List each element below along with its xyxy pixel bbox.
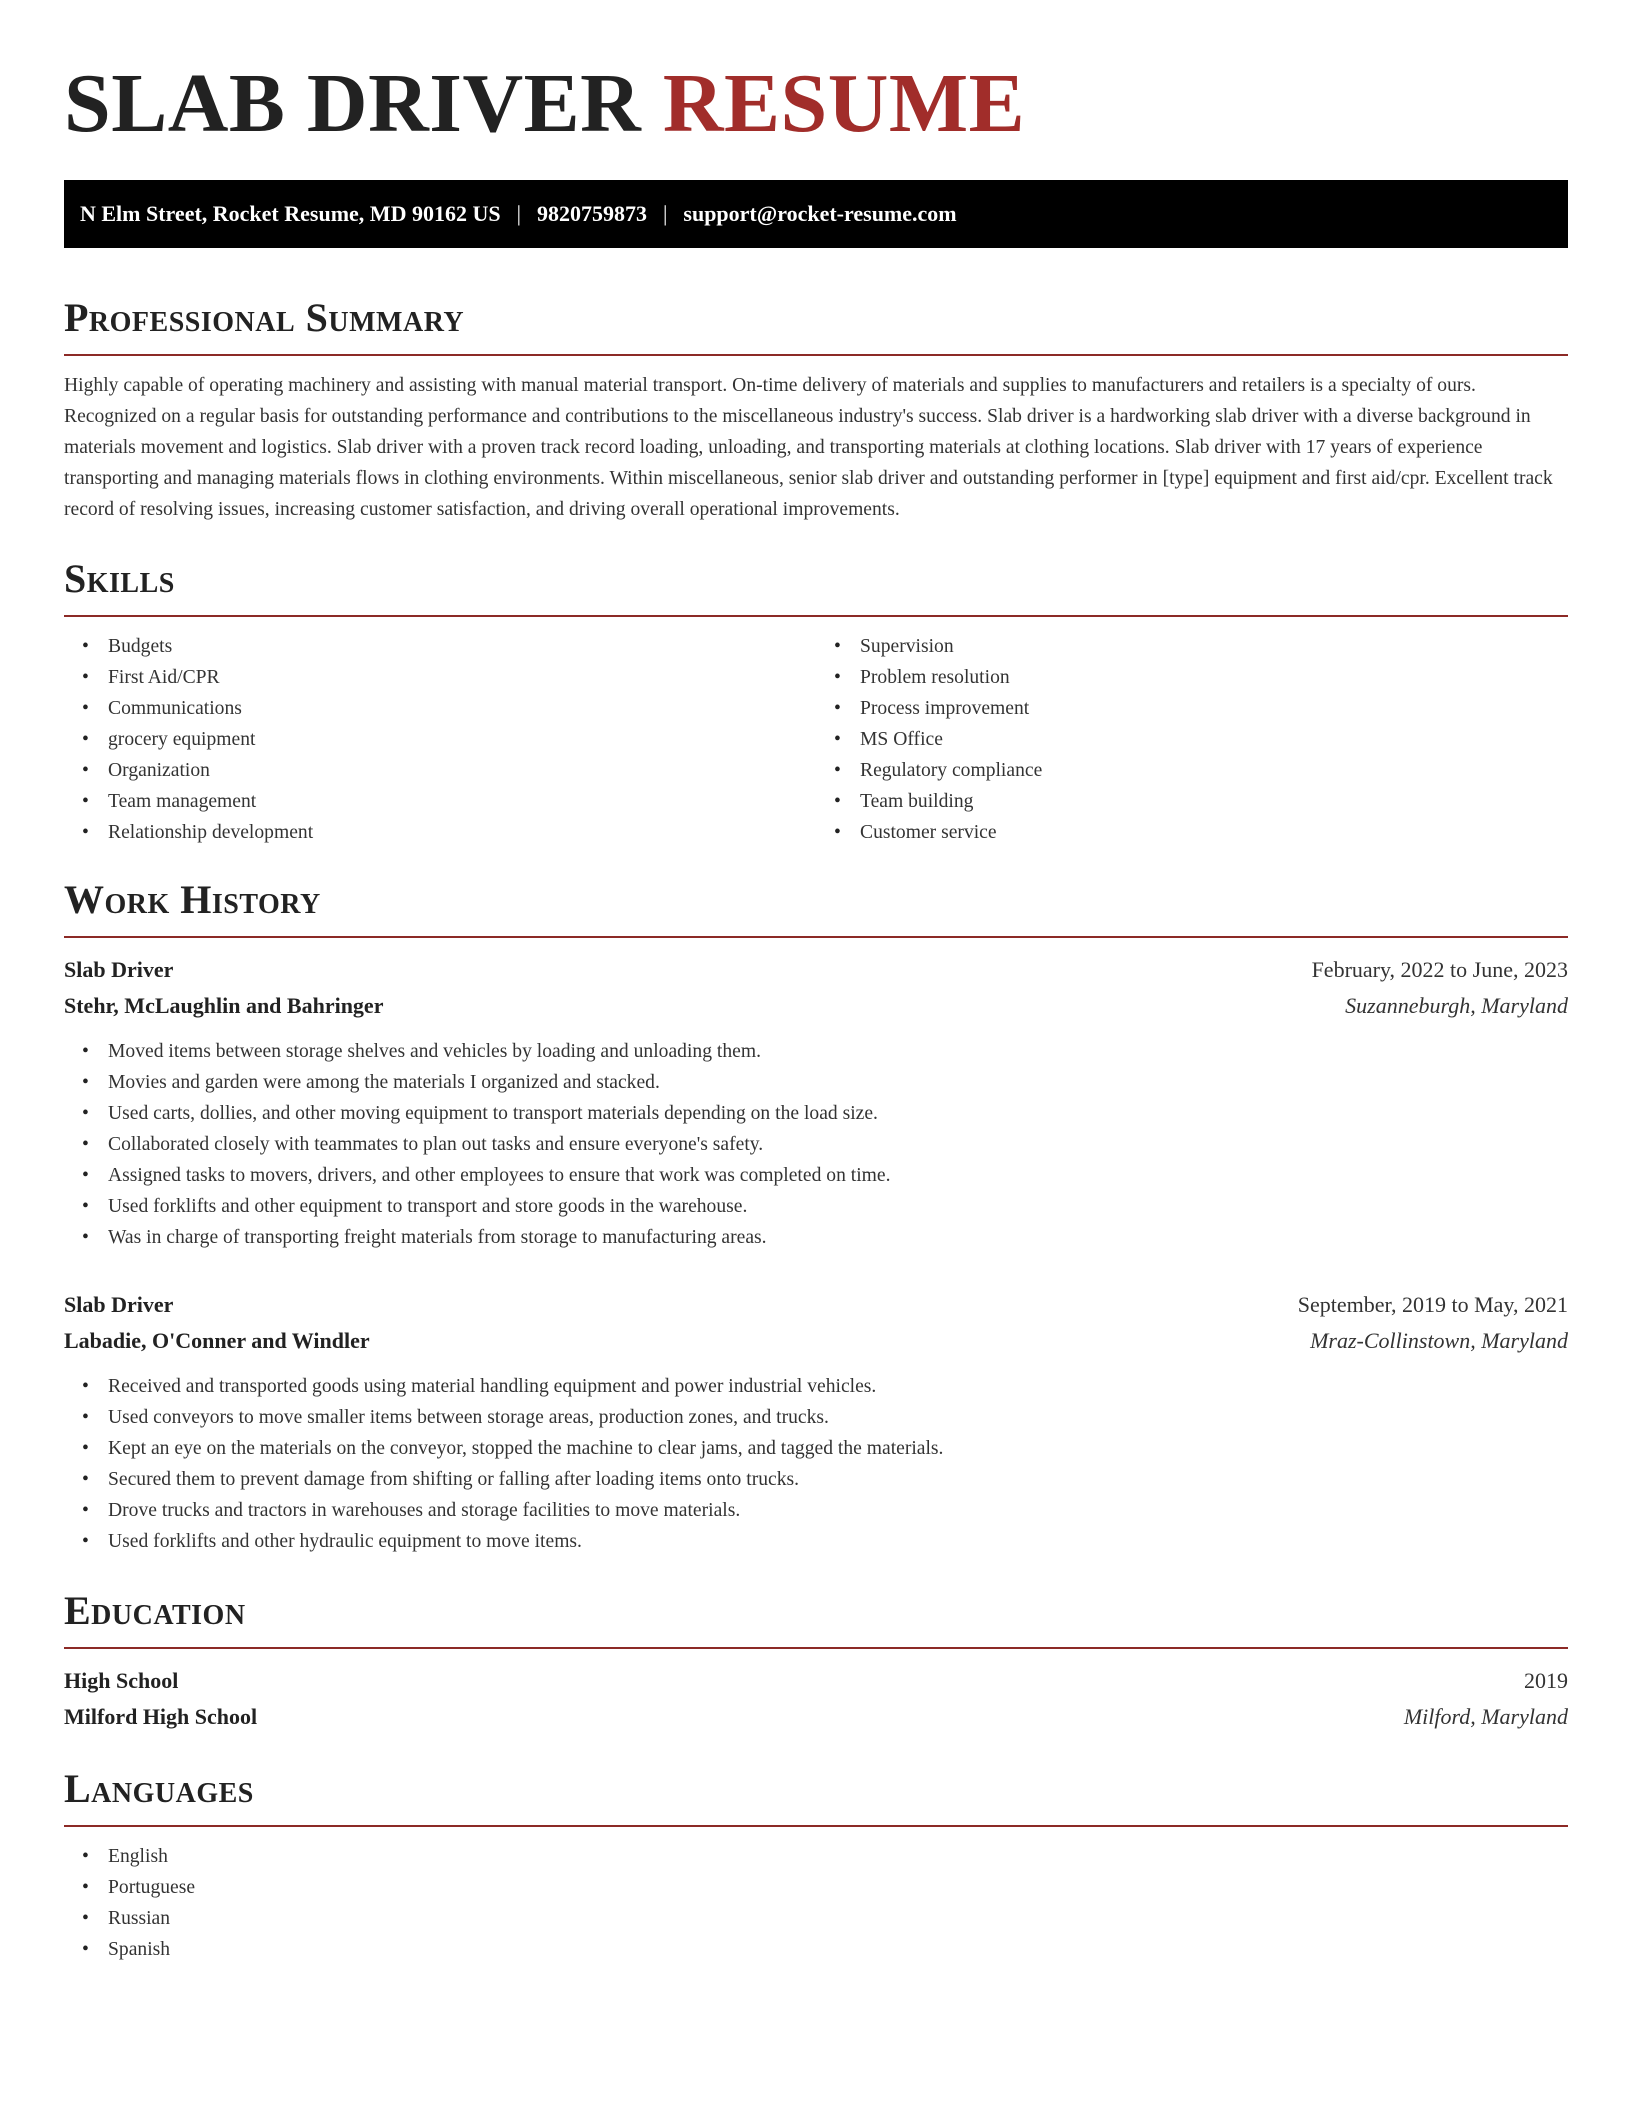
resume-title <box>64 56 1568 152</box>
skill-item: • Process improvement <box>860 693 1568 724</box>
skill-item: • Organization <box>108 755 816 786</box>
language-item: • Russian <box>108 1903 1568 1934</box>
job-title: Slab Driver <box>64 1292 174 1317</box>
job-dates: September, 2019 to May, 2021 <box>1297 1292 1568 1317</box>
education-degree: High School <box>64 1668 179 1693</box>
education-school: Milford High School <box>64 1704 258 1729</box>
language-item: • Spanish <box>108 1934 1568 1965</box>
summary-heading: Professional Summary <box>64 295 465 340</box>
job-location: Mraz-Collinstown, Maryland <box>1310 1328 1568 1353</box>
section-divider <box>64 1825 1568 1827</box>
job-entry <box>64 1287 1568 1557</box>
education-heading: Education <box>64 1588 246 1633</box>
contact-phone: 9820759873 <box>536 201 647 226</box>
languages-section <box>64 1765 1568 1965</box>
job-bullet: • Movies and garden were among the materials I organized and stacked. <box>108 1067 1568 1098</box>
skill-item: • Relationship development <box>108 817 816 848</box>
job-title: Slab Driver <box>64 957 174 982</box>
skill-item: • Team building <box>860 786 1568 817</box>
job-bullet: • Used conveyors to move smaller items between storage areas, production zones, and trucks. <box>108 1402 1568 1433</box>
job-bullet: • Assigned tasks to movers, drivers, and other employees to ensure that work was completed on time. <box>108 1160 1568 1191</box>
skill-item: • Team management <box>108 786 816 817</box>
job-bullet: • Was in charge of transporting freight materials from storage to manufacturing areas. <box>108 1222 1568 1253</box>
education-year: 2019 <box>1524 1668 1568 1693</box>
education-section <box>64 1587 1568 1735</box>
section-divider <box>64 936 1568 938</box>
education-location: Milford, Maryland <box>1403 1704 1568 1729</box>
section-divider <box>64 1647 1568 1649</box>
job-company: Stehr, McLaughlin and Bahringer <box>64 993 384 1018</box>
languages-list <box>64 1841 1568 1965</box>
job-bullet: • Received and transported goods using material handling equipment and power industrial vehicles. <box>108 1371 1568 1402</box>
job-company: Labadie, O'Conner and Windler <box>64 1328 370 1353</box>
job-bullet: • Used forklifts and other hydraulic equipment to move items. <box>108 1526 1568 1557</box>
summary-text: Highly capable of operating machinery and assisting with manual material transport. On-time delivery of materials and supplies to manufacturers and retailers is a specialty of ours. Recognized on a regular basis for outstanding performance and contributions to the miscellaneous industry's success. Slab driver is a hardworking slab driver with a diverse background in materials movement and logistics. Slab driver with a proven track record loading, unloading, and transporting materials at clothing locations. Slab driver with 17 years of experience transporting and managing materials flows in clothing environments. Within miscellaneous, senior slab driver and outstanding performer in [type] equipment and first aid/cpr. Excellent track record of resolving issues, increasing customer satisfaction, and driving overall operational improvements. <box>64 375 1553 520</box>
contact-bar <box>64 180 1568 248</box>
job-bullet: • Secured them to prevent damage from shifting or falling after loading items onto trucks. <box>108 1464 1568 1495</box>
work-section <box>64 876 1568 1557</box>
skills-list-right <box>816 631 1568 848</box>
skill-item: • Customer service <box>860 817 1568 848</box>
contact-email: support@rocket-resume.com <box>683 201 957 226</box>
education-entry <box>64 1663 1568 1735</box>
summary-section <box>64 294 1568 525</box>
job-location: Suzanneburgh, Maryland <box>1345 993 1568 1018</box>
job-company-row <box>64 988 1568 1024</box>
job-bullets <box>64 1371 1568 1557</box>
skill-item: • grocery equipment <box>108 724 816 755</box>
education-school-row <box>64 1699 1568 1735</box>
job-header-row <box>64 952 1568 988</box>
job-bullet: • Moved items between storage shelves and vehicles by loading and unloading them. <box>108 1036 1568 1067</box>
skill-item: • Budgets <box>108 631 816 662</box>
skills-heading: Skills <box>64 556 175 601</box>
skill-item: • First Aid/CPR <box>108 662 816 693</box>
work-heading: Work History <box>64 877 321 922</box>
job-dates: February, 2022 to June, 2023 <box>1311 957 1568 982</box>
skill-item: • MS Office <box>860 724 1568 755</box>
skills-grid <box>64 617 1568 848</box>
contact-separator: | <box>662 201 668 226</box>
job-header-row <box>64 1287 1568 1323</box>
job-bullet: • Drove trucks and tractors in warehouses and storage facilities to move materials. <box>108 1495 1568 1526</box>
job-bullet: • Used forklifts and other equipment to transport and store goods in the warehouse. <box>108 1191 1568 1222</box>
language-item: • English <box>108 1841 1568 1872</box>
job-bullet: • Used carts, dollies, and other moving equipment to transport materials depending on the load size. <box>108 1098 1568 1129</box>
job-company-row <box>64 1323 1568 1359</box>
skill-item: • Communications <box>108 693 816 724</box>
job-entry <box>64 952 1568 1253</box>
skill-item: • Regulatory compliance <box>860 755 1568 786</box>
job-bullets <box>64 1036 1568 1253</box>
languages-heading: Languages <box>64 1766 254 1811</box>
section-divider <box>64 354 1568 356</box>
title-accent: RESUME <box>662 57 1026 150</box>
title-main: SLAB DRIVER <box>64 57 642 150</box>
skills-list-left <box>64 631 816 848</box>
skill-item: • Problem resolution <box>860 662 1568 693</box>
job-bullet: • Kept an eye on the materials on the conveyor, stopped the machine to clear jams, and tagged the materials. <box>108 1433 1568 1464</box>
resume-page <box>64 0 1568 1965</box>
skill-item: • Supervision <box>860 631 1568 662</box>
skills-section <box>64 555 1568 848</box>
language-item: • Portuguese <box>108 1872 1568 1903</box>
job-bullet: • Collaborated closely with teammates to plan out tasks and ensure everyone's safety. <box>108 1129 1568 1160</box>
education-header-row <box>64 1663 1568 1699</box>
contact-separator: | <box>516 201 521 226</box>
contact-address: N Elm Street, Rocket Resume, MD 90162 US <box>80 201 501 226</box>
